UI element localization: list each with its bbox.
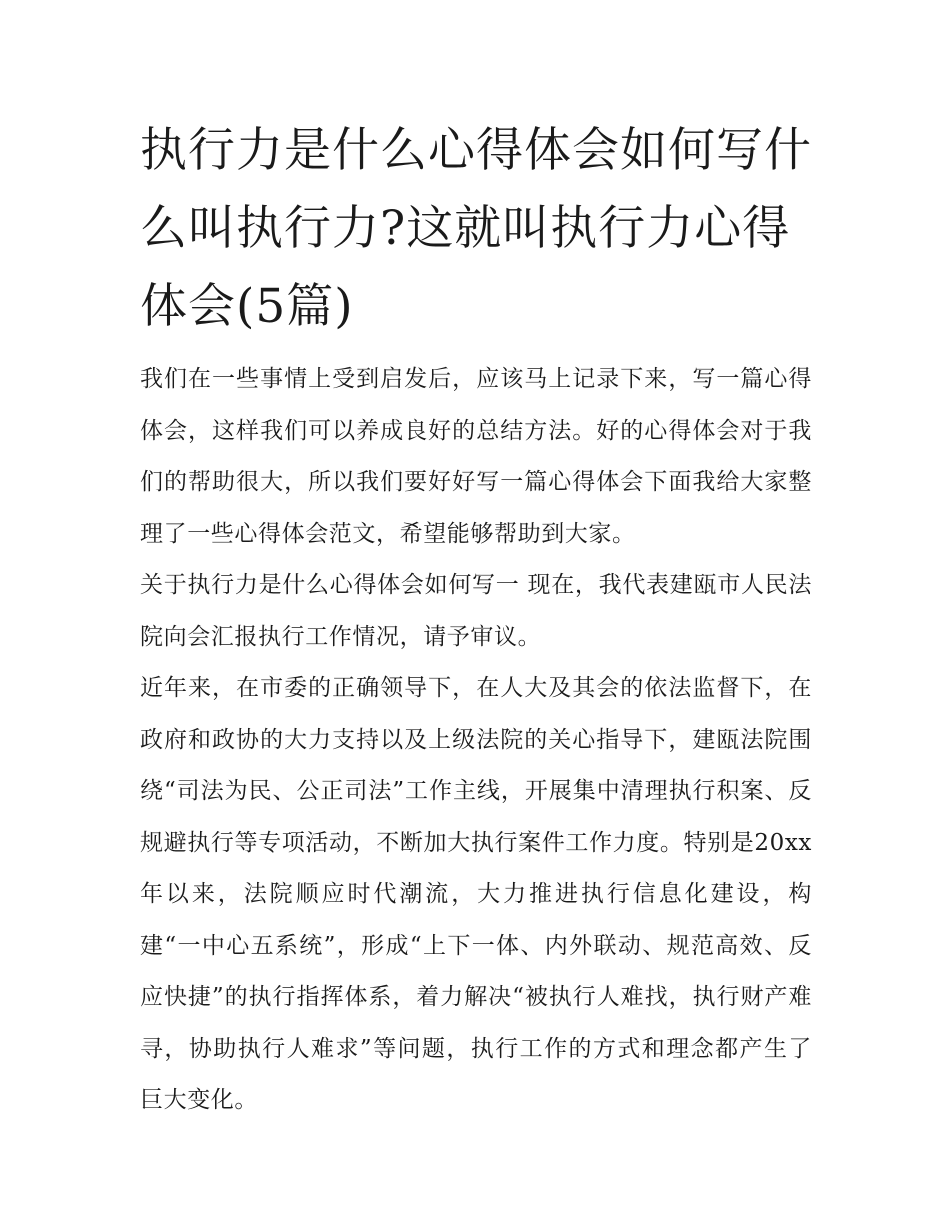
paragraph-intro: 我们在一些事情上受到启发后，应该马上记录下来，写一篇心得体会，这样我们可以养成良好的总结方法。好的心得体会对于我们的帮助很大，所以我们要好好写一篇心得体会下面我给大家整理了一些心得体会范文，希望能够帮助到大家。 [140, 366, 812, 547]
paragraph-recent-years: 近年来，在市委的正确领导下，在人大及其会的依法监督下，在政府和政协的大力支持以及上级法院的关心指导下，建瓯法院围绕“司法为民、公正司法”工作主线，开展集中清理执行积案、反规避执行等专项活动，不断加大执行案件工作力度。特别是20xx年以来，法院顺应时代潮流，大力推进执行信息化建设，构建“一中心五系统”，形成“上下一体、内外联动、规范高效、反应快捷”的执行指挥体系，着力解决“被执行人难找，执行财产难寻，协助执行人难求”等问题，执行工作的方式和理念都产生了巨大变化。 [140, 675, 812, 1113]
document-body [140, 354, 812, 1127]
document-title: 执行力是什么心得体会如何写什么叫执行力?这就叫执行力心得体会(5篇) [140, 123, 812, 334]
document-page [140, 112, 812, 1127]
paragraph-report: 关于执行力是什么心得体会如何写一 现在，我代表建瓯市人民法院向会汇报执行工作情况，请予审议。 [140, 572, 812, 650]
